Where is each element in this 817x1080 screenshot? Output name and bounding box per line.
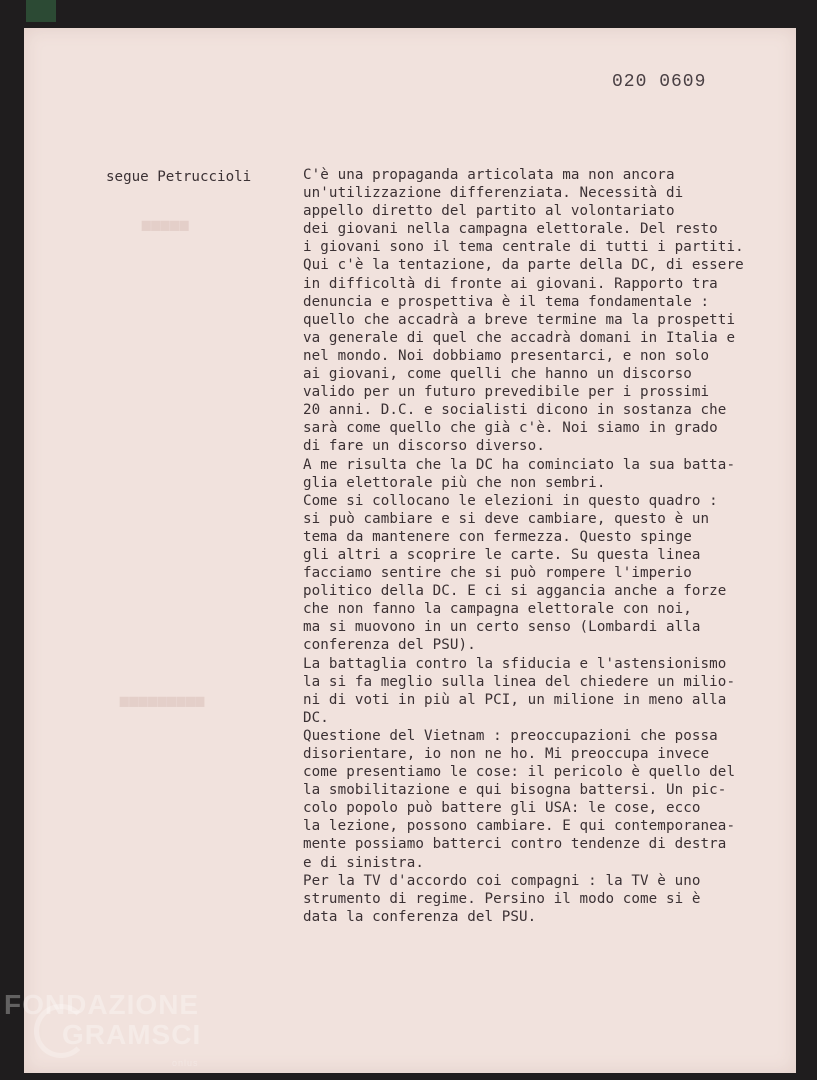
body-line: disorientare, io non ne ho. Mi preoccupa invece — [303, 746, 710, 762]
body-line: appello diretto del partito al volontariato — [303, 203, 675, 220]
body-line: Come si collocano le elezioni in questo quadro : — [303, 492, 718, 509]
body-line: ma si muovono in un certo senso (Lombardi alla — [303, 619, 701, 636]
body-line: colo popolo può battere gli USA: le cose, ecco — [303, 800, 701, 817]
watermark-sub: onlus — [172, 1058, 199, 1068]
body-line: come presentiamo le cose: il pericolo è quello del — [303, 764, 736, 781]
body-line: si può cambiare e si deve cambiare, questo è un — [303, 510, 710, 527]
body-line: dei giovani nella campagna elettorale. Del resto — [303, 221, 718, 238]
body-line: 20 anni. D.C. e socialisti dicono in sostanza che — [303, 402, 727, 419]
body-line: in difficoltà di fronte ai giovani. Rapporto tra — [303, 275, 718, 292]
body-line: politico della DC. E ci si aggancia anche a forze — [303, 583, 727, 600]
body-line: nel mondo. Noi dobbiamo presentarci, e non solo — [303, 347, 710, 364]
body-line: Questione del Vietnam : preoccupazioni che possa — [303, 727, 718, 744]
body-line: i giovani sono il tema centrale di tutti i partiti. — [303, 239, 744, 256]
archive-tab-marker — [26, 0, 56, 22]
body-line: un'utilizzazione differenziata. Necessità di — [303, 185, 684, 202]
body-line: denuncia e prospettiva è il tema fondamentale : — [303, 293, 710, 310]
body-line: va generale di quel che accadrà domani in Italia e — [303, 329, 736, 346]
watermark-line1: FONDAZIONE — [4, 989, 200, 1020]
page-number: 020 0609 — [612, 72, 707, 92]
body-line: ai giovani, come quelli che hanno un discorso — [303, 366, 692, 383]
body-line: conferenza del PSU). — [303, 637, 476, 654]
watermark-logo — [4, 989, 202, 1068]
document-body-text — [303, 166, 783, 926]
watermark-line2: GRAMSCI — [62, 1019, 202, 1050]
body-line: Qui c'è la tentazione, da parte della DC, di essere — [303, 257, 744, 274]
body-line: C'è una propaganda articolata ma non ancora — [303, 167, 675, 183]
speaker-label: segue Petruccioli — [106, 169, 252, 185]
body-line: la si fa meglio sulla linea del chiedere un milio- — [303, 673, 736, 690]
body-line: valido per un futuro prevedibile per i prossimi — [303, 384, 710, 401]
body-line: La battaglia contro la sfiducia e l'astensionismo — [303, 655, 727, 672]
body-line: che non fanno la campagna elettorale con noi, — [303, 601, 692, 618]
body-line: A me risulta che la DC ha cominciato la sua batta- — [303, 456, 736, 473]
body-line: quello che accadrà a breve termine ma la prospetti — [303, 311, 736, 328]
body-line: di fare un discorso diverso. — [303, 438, 545, 455]
body-line: glia elettorale più che non sembri. — [303, 474, 606, 491]
body-line: facciamo sentire che si può rompere l'imperio — [303, 565, 692, 582]
body-line: strumento di regime. Persino il modo come si è — [303, 890, 701, 907]
body-line: gli altri a scoprire le carte. Su questa linea — [303, 546, 701, 563]
bleed-through-mark: ▆▆▆▆▆▆▆▆▆ — [120, 695, 206, 707]
body-line: data la conferenza del PSU. — [303, 908, 537, 925]
body-line: DC. — [303, 709, 329, 726]
body-line: Per la TV d'accordo coi compagni : la TV è uno — [303, 872, 701, 889]
body-line: tema da mantenere con fermezza. Questo spinge — [303, 528, 692, 545]
body-line: ni di voti in più al PCI, un milione in meno alla — [303, 691, 727, 708]
body-line: e di sinistra. — [303, 854, 424, 871]
body-line: mente possiamo batterci contro tendenze di destra — [303, 836, 727, 853]
bleed-through-mark: ▆▆▆▆▆ — [142, 219, 190, 231]
body-line: la lezione, possono cambiare. E qui contemporanea- — [303, 818, 736, 835]
body-line: sarà come quello che già c'è. Noi siamo in grado — [303, 420, 718, 437]
watermark-swirl-icon — [34, 1004, 88, 1058]
body-line: la smobilitazione e qui bisogna battersi. Un pic- — [303, 782, 727, 799]
